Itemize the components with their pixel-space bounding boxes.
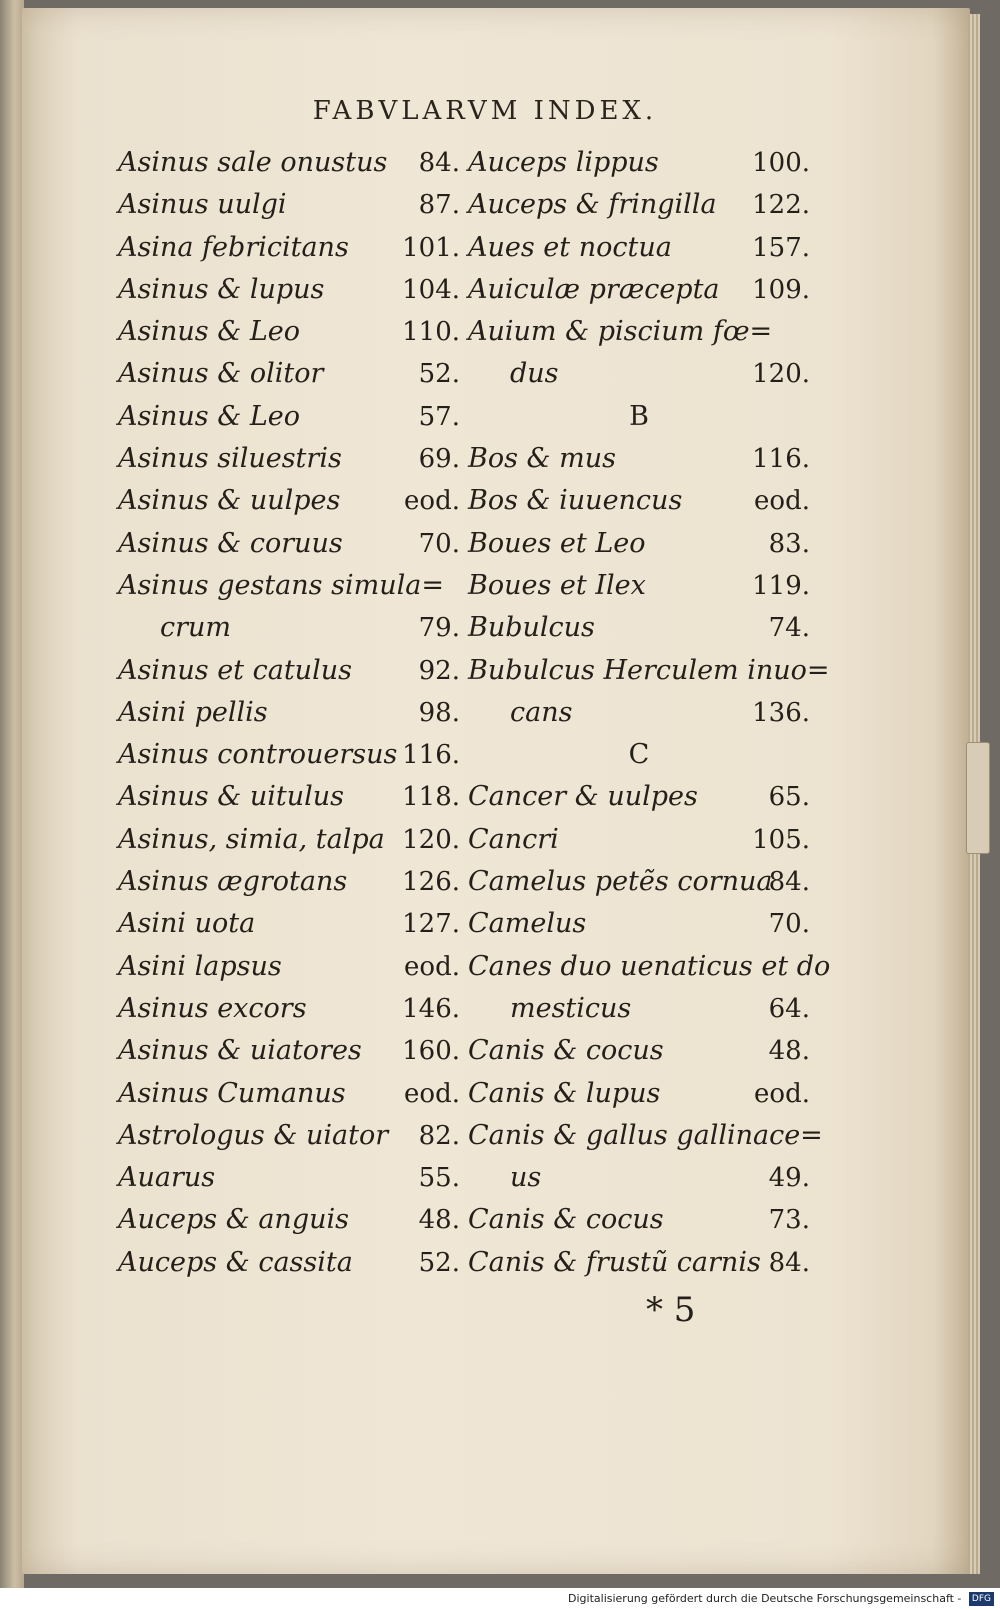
index-entry <box>118 311 460 353</box>
footer-credit-text: Digitalisierung gefördert durch die Deutsche Forschungsgemeinschaft - <box>568 1592 962 1605</box>
entry-page-number: 84. <box>418 148 460 178</box>
entry-page-number: 52. <box>418 359 460 390</box>
index-entry <box>118 142 460 184</box>
index-entry <box>468 819 810 861</box>
entry-title: Camelus petẽs cornua <box>468 866 773 898</box>
index-entry <box>118 523 460 565</box>
entry-title: Asinus siluestris <box>118 443 342 475</box>
section-letter: C <box>628 739 650 771</box>
entry-page-number: 49. <box>768 1163 810 1194</box>
entry-title: Cancer & uulpes <box>468 781 698 813</box>
index-entry <box>468 1030 810 1072</box>
index-column-right <box>468 142 831 1284</box>
entry-title: Auiculæ præcepta <box>468 273 720 305</box>
entry-page-number: 127. <box>402 909 460 940</box>
page-tab-marker <box>966 742 990 854</box>
entry-page-number: 160. <box>402 1036 460 1067</box>
entry-title: Asinus sale onustus <box>118 147 388 178</box>
index-entry <box>118 692 460 734</box>
entry-page-number: 70. <box>418 528 460 559</box>
entry-page-number: 84. <box>768 1247 810 1278</box>
index-entry <box>118 819 460 861</box>
dfg-logo: DFG <box>969 1592 994 1606</box>
entry-page-number: 69. <box>418 444 460 475</box>
index-entry <box>118 734 460 776</box>
index-entry <box>468 946 831 988</box>
index-entry <box>118 946 460 988</box>
index-section-letter <box>468 396 810 438</box>
entry-page-number: eod. <box>404 486 460 517</box>
entry-title: Aues et noctua <box>468 231 672 263</box>
index-entry <box>118 480 460 522</box>
entry-title: Canis & cocus <box>468 1035 664 1067</box>
entry-title: Asinus Cumanus <box>118 1077 346 1109</box>
entry-title: Astrologus & uiator <box>118 1119 389 1151</box>
entry-title: Auceps lippus <box>468 147 659 178</box>
index-entry <box>118 1242 460 1284</box>
entry-page-number: 104. <box>402 274 460 305</box>
index-entry <box>118 1073 460 1115</box>
entry-title: Auceps & fringilla <box>468 189 717 221</box>
index-entry <box>468 861 810 903</box>
index-entry <box>468 776 810 818</box>
entry-title: Canis & gallus gallinace= <box>468 1119 823 1151</box>
footer-credit-bar <box>0 1588 1000 1610</box>
book-spine-edge <box>0 0 24 1588</box>
entry-page-number: 118. <box>402 782 460 813</box>
index-entry <box>118 353 460 395</box>
entry-page-number: eod. <box>404 951 460 982</box>
entry-title: Boues et Leo <box>468 527 646 559</box>
entry-title: Bos & iuuencus <box>468 485 683 517</box>
entry-title: Asini pellis <box>118 696 268 728</box>
index-entry <box>468 438 810 480</box>
entry-page-number: 120. <box>752 359 810 390</box>
index-section-letter <box>468 734 810 776</box>
index-entry <box>468 480 810 522</box>
index-entry <box>468 311 810 353</box>
index-entry <box>468 692 810 734</box>
entry-page-number: 126. <box>402 867 460 898</box>
entry-title: Auceps & anguis <box>118 1204 349 1236</box>
index-entry <box>118 988 460 1030</box>
entry-title: Asinus ægrotans <box>118 866 348 898</box>
index-entry <box>118 650 460 692</box>
index-entry <box>118 861 460 903</box>
entry-title: Canis & frustũ carnis <box>468 1246 761 1278</box>
index-entry <box>468 142 810 184</box>
index-entry <box>118 1030 460 1072</box>
entry-title: dus <box>510 358 559 390</box>
entry-page-number: 83. <box>768 528 810 559</box>
entry-page-number: 48. <box>418 1205 460 1236</box>
entry-title: Asinus uulgi <box>118 189 287 221</box>
entry-page-number: 70. <box>768 909 810 940</box>
entry-title: Bubulcus Herculem inuo= <box>468 654 830 686</box>
index-entry <box>468 269 810 311</box>
page-title: FABVLARVM INDEX. <box>312 96 658 126</box>
entry-title: Asini lapsus <box>118 950 282 982</box>
index-entry <box>468 1199 810 1241</box>
index-entry <box>118 227 460 269</box>
entry-title: Canis & lupus <box>468 1077 661 1109</box>
index-entry <box>468 1157 810 1199</box>
entry-page-number: 136. <box>752 697 810 728</box>
entry-title: Bos & mus <box>468 443 616 475</box>
index-entry <box>118 269 460 311</box>
entry-page-number: 101. <box>402 232 460 263</box>
index-entry <box>468 1115 823 1157</box>
entry-page-number: 116. <box>752 444 810 475</box>
index-entry <box>118 565 460 607</box>
index-column-left <box>118 142 460 1284</box>
entry-title: Asinus et catulus <box>118 654 352 686</box>
index-entry <box>468 523 810 565</box>
entry-page-number: 79. <box>418 613 460 644</box>
index-entry <box>468 607 810 649</box>
entry-title: us <box>510 1162 542 1194</box>
index-entry <box>118 776 460 818</box>
index-entry <box>468 903 810 945</box>
index-entry <box>118 396 460 438</box>
entry-title: Asini uota <box>118 908 256 940</box>
entry-page-number: 157. <box>752 232 810 263</box>
entry-title: Camelus <box>468 908 587 940</box>
entry-page-number: 64. <box>768 993 810 1024</box>
entry-page-number: 87. <box>418 190 460 221</box>
index-entry <box>118 438 460 480</box>
entry-title: Asina febricitans <box>118 231 349 263</box>
entry-page-number: 100. <box>752 148 810 178</box>
entry-title: Auceps & cassita <box>118 1246 353 1278</box>
index-entry <box>118 1199 460 1241</box>
entry-page-number: 116. <box>402 740 460 771</box>
entry-title: Cancri <box>468 823 559 855</box>
entry-page-number: eod. <box>754 1078 810 1109</box>
entry-title: Auium & piscium fœ= <box>468 316 773 348</box>
index-entry <box>118 607 460 649</box>
entry-page-number: 84. <box>768 867 810 898</box>
entry-title: Asinus & uiatores <box>118 1035 362 1067</box>
index-entry <box>118 1157 460 1199</box>
entry-page-number: 48. <box>768 1036 810 1067</box>
section-letter: B <box>629 400 649 432</box>
index-entry <box>468 988 810 1030</box>
entry-title: Asinus controuersus <box>118 739 398 771</box>
entry-page-number: 119. <box>752 570 810 601</box>
entry-title: mesticus <box>510 992 632 1024</box>
entry-title: Asinus excors <box>118 992 307 1024</box>
entry-title: Asinus & Leo <box>118 316 300 348</box>
entry-page-number: 55. <box>418 1163 460 1194</box>
entry-page-number: 109. <box>752 274 810 305</box>
entry-page-number: eod. <box>404 1078 460 1109</box>
index-entry <box>118 1115 460 1157</box>
entry-title: Asinus & coruus <box>118 527 343 559</box>
index-entry <box>468 184 810 226</box>
entry-page-number: 52. <box>418 1247 460 1278</box>
index-entry <box>468 353 810 395</box>
entry-title: Asinus & uitulus <box>118 781 344 813</box>
entry-title: Asinus & olitor <box>118 358 324 390</box>
entry-page-number: 65. <box>768 782 810 813</box>
entry-title: Auarus <box>118 1162 216 1194</box>
index-entry <box>468 1073 810 1115</box>
entry-page-number: 82. <box>418 1120 460 1151</box>
entry-title: Bubulcus <box>468 612 595 644</box>
entry-page-number: 73. <box>768 1205 810 1236</box>
entry-title: cans <box>510 696 573 728</box>
index-entry <box>468 565 810 607</box>
entry-page-number: 122. <box>752 190 810 221</box>
entry-page-number: 98. <box>418 697 460 728</box>
index-entry <box>118 184 460 226</box>
entry-page-number: 105. <box>752 824 810 855</box>
entry-page-number: 110. <box>402 317 460 348</box>
entry-title: Asinus, simia, talpa <box>118 823 385 855</box>
entry-title: Canes duo uenaticus et do <box>468 950 831 982</box>
entry-page-number: 146. <box>402 993 460 1024</box>
index-entry <box>118 903 460 945</box>
entry-title: Asinus gestans simula= <box>118 569 444 601</box>
index-entry <box>468 227 810 269</box>
index-entry <box>468 1242 810 1284</box>
entry-title: Boues et Ilex <box>468 569 646 601</box>
entry-page-number: eod. <box>754 486 810 517</box>
entry-page-number: 92. <box>418 655 460 686</box>
entry-title: Asinus & uulpes <box>118 485 341 517</box>
entry-title: Asinus & Leo <box>118 400 300 432</box>
entry-page-number: 57. <box>418 401 460 432</box>
entry-page-number: 120. <box>402 824 460 855</box>
entry-title: crum <box>160 612 232 644</box>
entry-page-number: 74. <box>768 613 810 644</box>
entry-title: Canis & cocus <box>468 1204 664 1236</box>
index-entry <box>468 650 830 692</box>
entry-title: Asinus & lupus <box>118 273 325 305</box>
signature-mark: * 5 <box>646 1290 696 1330</box>
